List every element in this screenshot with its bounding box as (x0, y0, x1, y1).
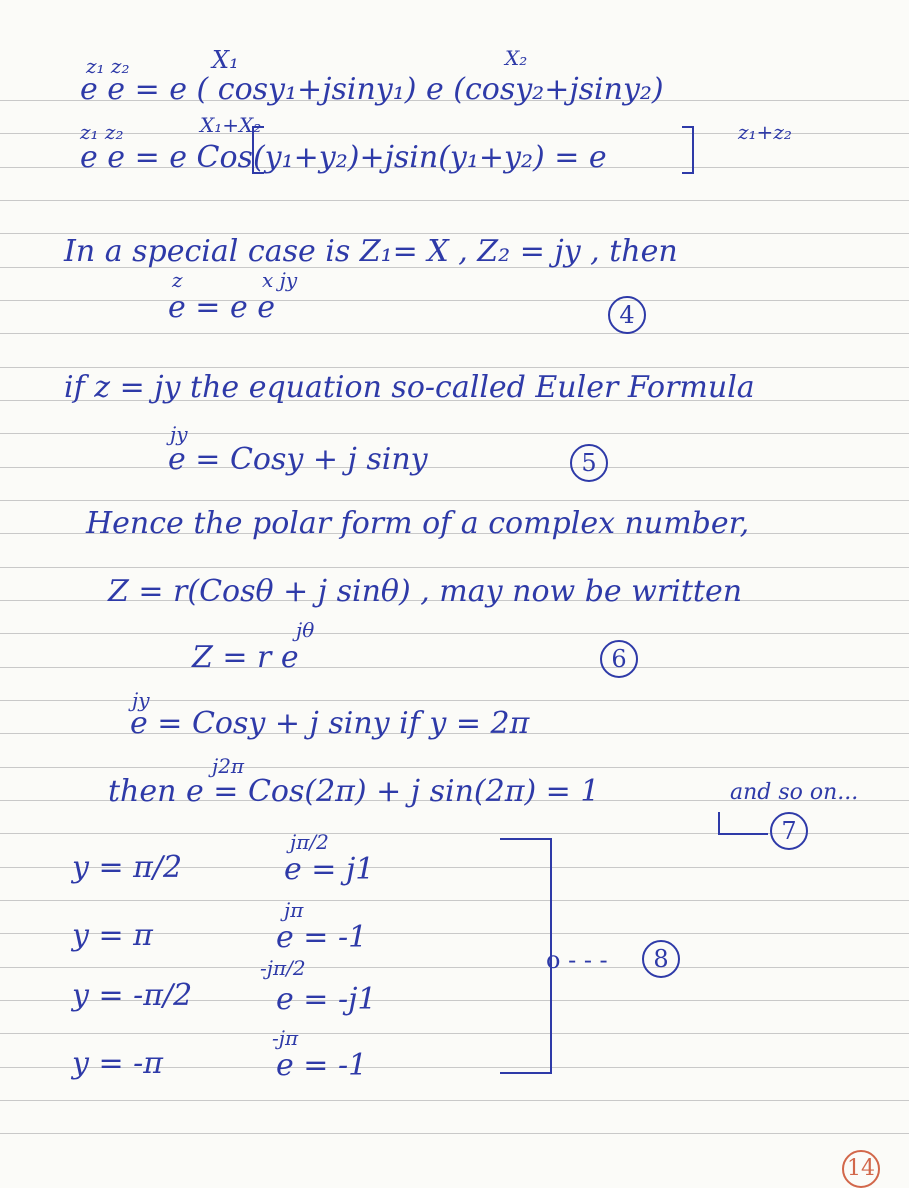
l2-superscript-x: X₁+X₂ (200, 113, 262, 137)
ruled-line (0, 1133, 909, 1134)
text-line-polar-equation: Z = r(Cosθ + j sinθ) , may now be written (108, 574, 743, 609)
text-line-polar-form: Hence the polar form of a complex number, (86, 506, 750, 541)
ruled-line (0, 367, 909, 368)
table-row-2-val: e = -1 (276, 920, 368, 955)
connector-line (718, 812, 720, 834)
equation-4: e = e e (168, 290, 276, 325)
ruled-line (0, 467, 909, 468)
ruled-line (0, 567, 909, 568)
grouping-brace (500, 838, 552, 1074)
ruled-line (0, 300, 909, 301)
table-row-4-sup: -jπ (272, 1026, 299, 1050)
l1-superscript-x1: X₁ (212, 46, 239, 74)
table-row-1-sup: jπ/2 (290, 830, 329, 854)
table-row-3-val: e = -j1 (276, 982, 377, 1017)
left-bracket (252, 126, 264, 174)
table-row-4-val: e = -1 (276, 1048, 368, 1083)
ruled-line (0, 667, 909, 668)
equation-number-6: 6 (600, 640, 638, 678)
l11-superscript-j2pi: j2π (212, 754, 245, 778)
equation-line-2: e e = e Cos(y₁+y₂)+jsin(y₁+y₂) = e (80, 140, 607, 175)
l6-superscript-jy: jy (170, 422, 188, 446)
text-line-special-case: In a special case is Z₁= X , Z₂ = jy , then (64, 234, 678, 269)
l1-superscript-z: z₁ z₂ (86, 54, 130, 78)
l2-superscript-z: z₁ z₂ (80, 120, 124, 144)
table-row-3-y: y = -π/2 (72, 978, 193, 1013)
equation-number-8: 8 (642, 940, 680, 978)
equation-number-4: 4 (608, 296, 646, 334)
l1-superscript-x2: X₂ (505, 46, 528, 70)
table-row-2-sup: jπ (284, 898, 304, 922)
table-row-4-y: y = -π (72, 1046, 164, 1081)
equation-line-11: then e = Cos(2π) + j sin(2π) = 1 (108, 774, 600, 809)
ruled-line (0, 333, 909, 334)
ruled-line (0, 1100, 909, 1101)
right-bracket (682, 126, 694, 174)
text-line-euler: if z = jy the equation so-called Euler Formula (64, 370, 755, 405)
equation-6: Z = r e (192, 640, 299, 675)
page-number: 14 (842, 1150, 880, 1188)
and-so-on-note: and so on... (730, 780, 859, 805)
ruled-line (0, 633, 909, 634)
brace-arrow: o - - - (546, 946, 608, 974)
table-row-2-y: y = π (72, 918, 153, 953)
ruled-line (0, 767, 909, 768)
l4-superscript-z: z (172, 268, 183, 292)
l4-superscript-xjy: x jy (262, 268, 298, 292)
equation-number-5: 5 (570, 444, 608, 482)
ruled-line (0, 500, 909, 501)
table-row-1-y: y = π/2 (72, 850, 183, 885)
l10-superscript-jy: jy (132, 688, 150, 712)
ruled-line (0, 967, 909, 968)
ruled-line (0, 200, 909, 201)
equation-5-euler-formula: e = Cosy + j siny (168, 442, 428, 477)
equation-number-7: 7 (770, 812, 808, 850)
equation-line-10: e = Cosy + j siny if y = 2π (130, 706, 530, 741)
table-row-3-sup: -jπ/2 (260, 956, 306, 980)
ruled-line (0, 433, 909, 434)
ruled-line (0, 900, 909, 901)
connector-line (718, 833, 768, 835)
table-row-1-val: e = j1 (284, 852, 375, 887)
equation-line-1: e e = e ( cosy₁+jsiny₁) e (cosy₂+jsiny₂) (80, 72, 664, 107)
ruled-line (0, 1033, 909, 1034)
l2-superscript-z-sum: z₁+z₂ (738, 120, 792, 144)
l9-superscript-jtheta: jθ (296, 618, 315, 642)
